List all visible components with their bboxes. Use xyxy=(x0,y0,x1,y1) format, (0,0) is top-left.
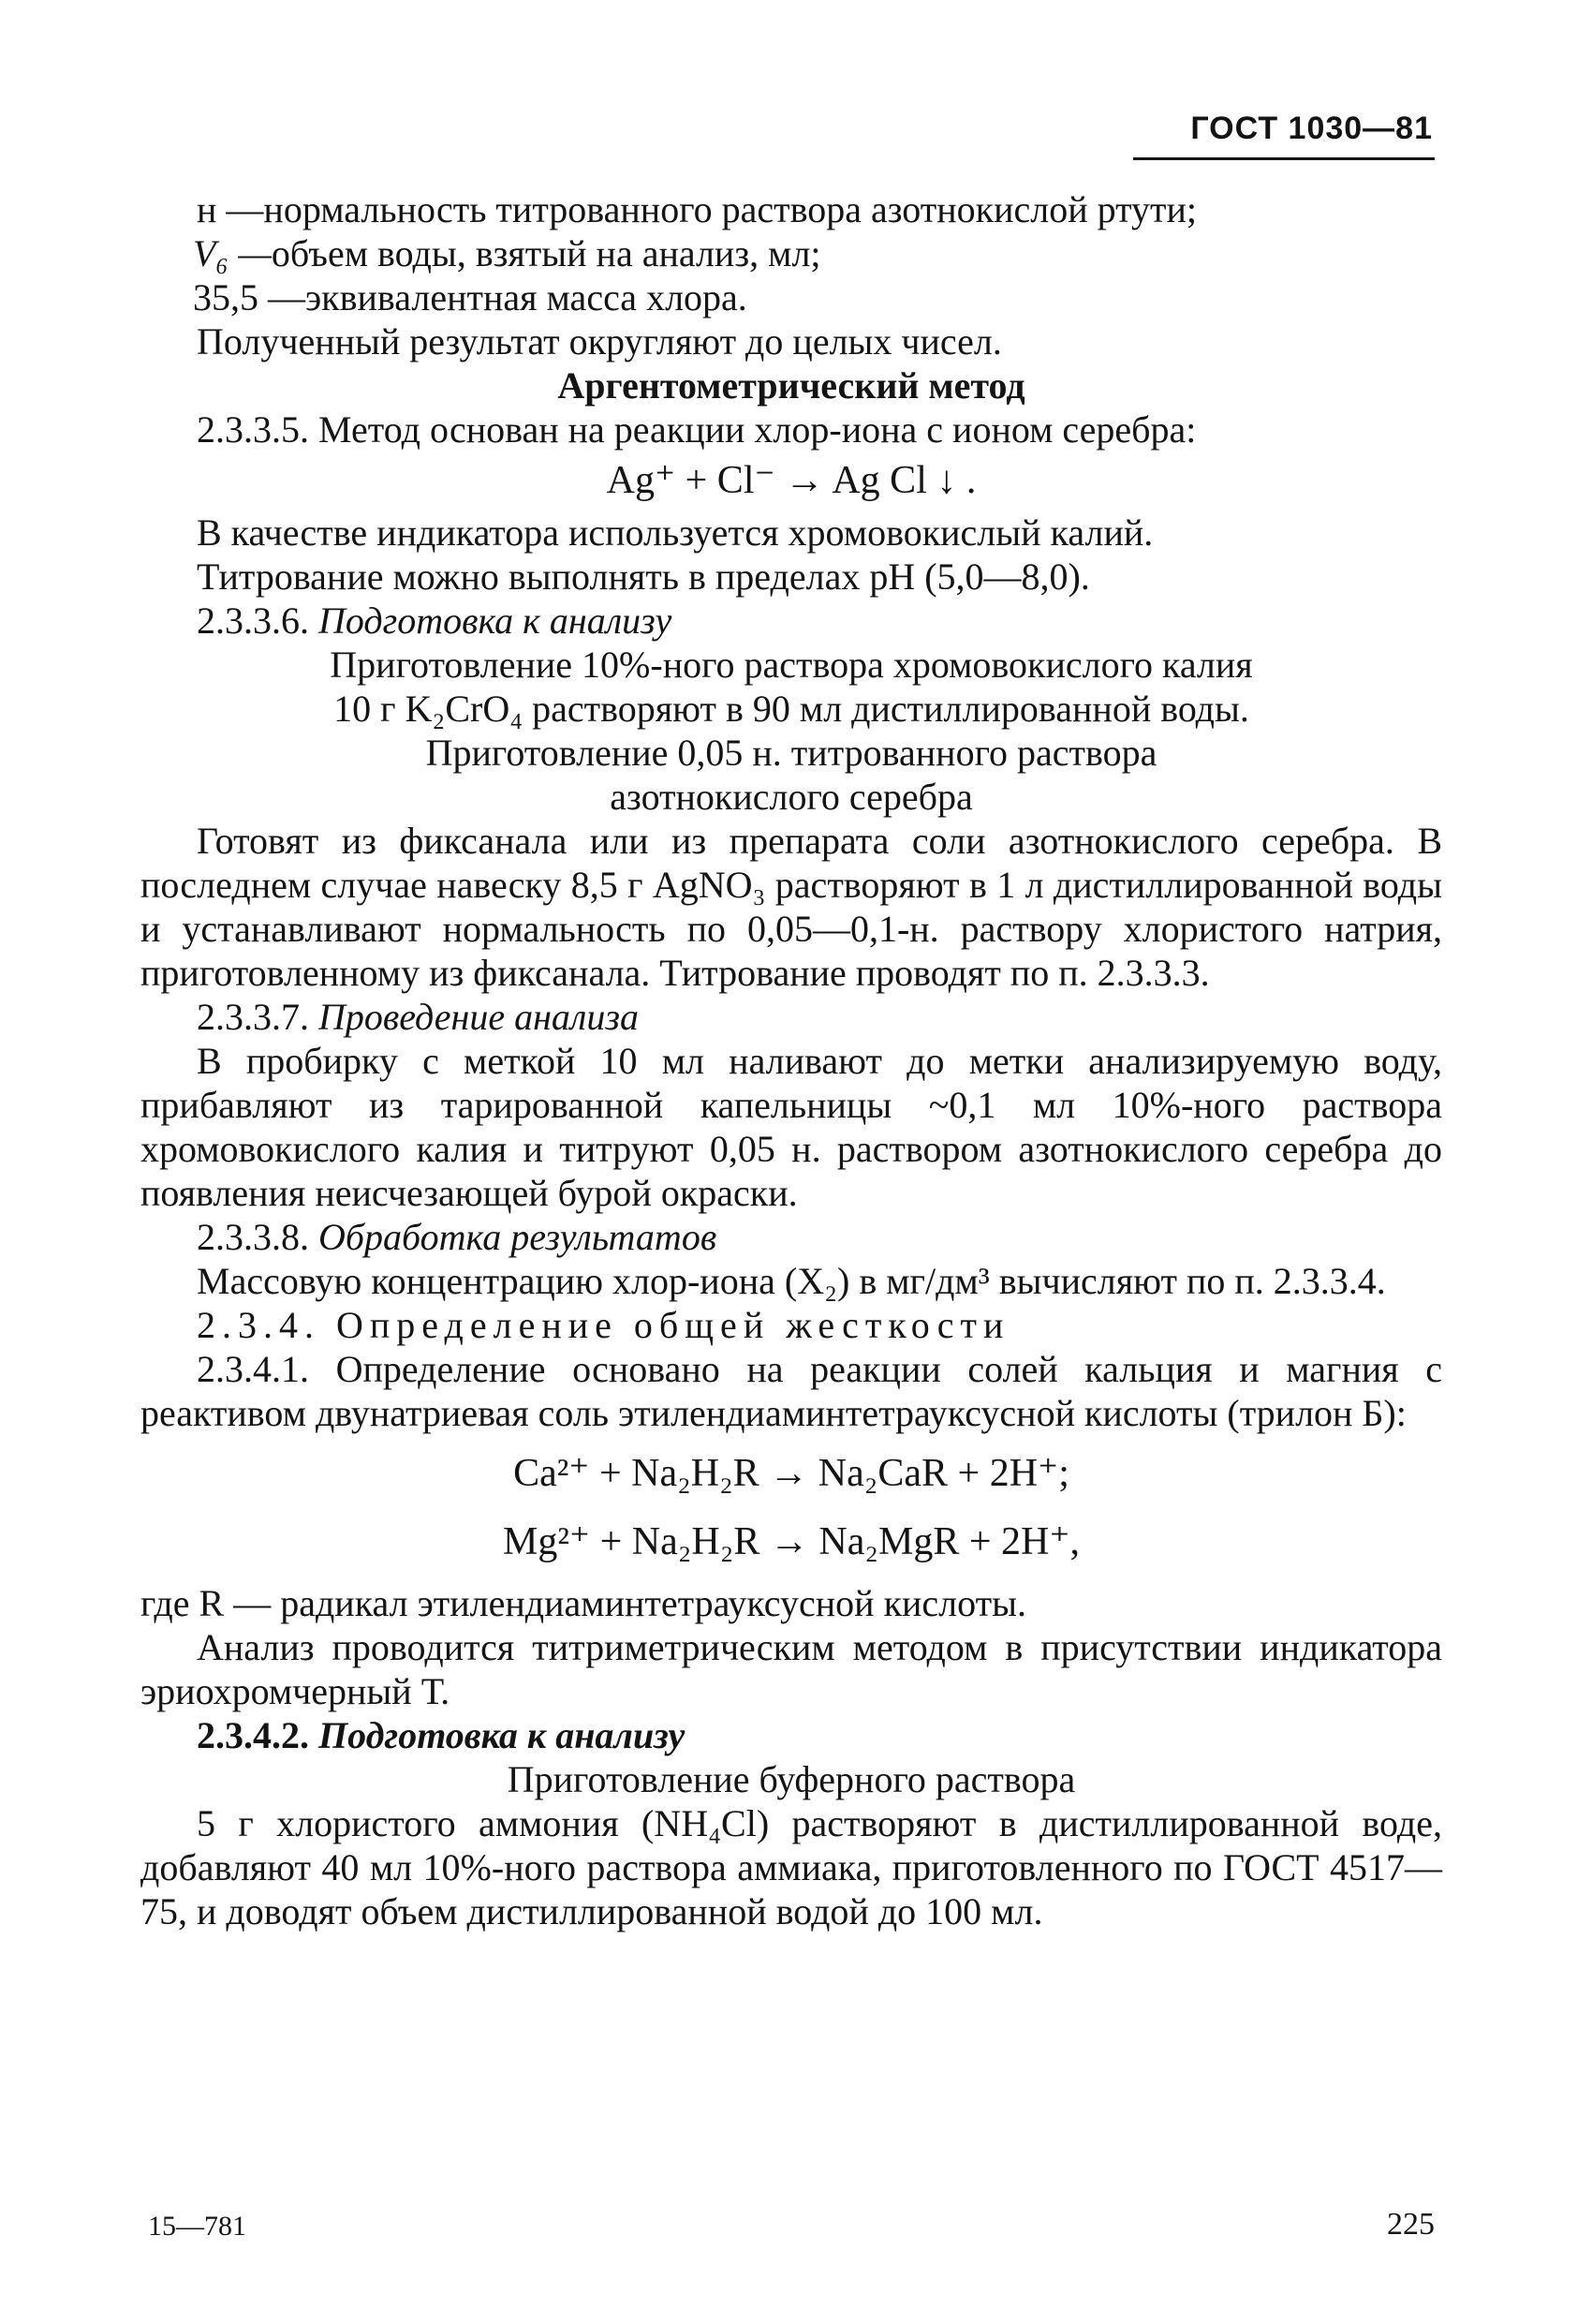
subsection-2-3-3-6 xyxy=(140,599,1442,643)
page-body xyxy=(140,187,1442,1933)
paragraph-2-3-4-1: 2.3.4.1. Определение основано на реакции солей кальция и магния с реактивом двунатриевая соль этилендиаминтетрауксусной кислоты (трилон Б): xyxy=(140,1348,1442,1434)
definition-item xyxy=(140,187,1442,231)
definition-text: объем воды, взятый на анализ, мл; xyxy=(271,232,821,274)
heading-buffer-preparation: Приготовление буферного раствора xyxy=(507,1758,1076,1800)
paragraph-k2cro4: 10 г K₂CrO₄ растворяют в 90 мл дистиллированной воды. xyxy=(333,688,1249,730)
page-number: 225 xyxy=(1387,2207,1435,2242)
subsection-2-3-4-2 xyxy=(140,1713,1442,1757)
definition-term: 35,5 — xyxy=(193,276,305,318)
definition-term: н — xyxy=(197,188,264,230)
paragraph-agno3: Готовят из фиксанала или из препарата соли азотнокислого серебра. В последнем случае навеску 8,5 г AgNO₃ растворяют в 1 л дистиллированной воды и устанавливают нормальность по 0,05—0,1-н. раствору хлористого натрия, приготовленному из фиксанала. Титрование проводят по п. 2.3.3.3. xyxy=(140,820,1442,994)
subsection-2-3-3-7 xyxy=(140,995,1442,1039)
equation-magnesium: Mg²⁺ + Na₂H₂R → Na₂MgR + 2H⁺, xyxy=(502,1520,1081,1563)
definition-item xyxy=(140,275,1442,319)
document-id-header: ГОСТ 1030—81 xyxy=(1190,111,1433,146)
equation-silver-chloride: Ag⁺ + Cl⁻ → Ag Cl ↓ . xyxy=(606,459,977,502)
header-rule xyxy=(1133,157,1435,160)
subsection-2-3-3-8 xyxy=(140,1215,1442,1259)
definition-text: нормальность титрованного раствора азотнокислой ртути; xyxy=(263,188,1198,230)
paragraph-2-3-3-8: Массовую концентрацию хлор-иона (X₂) в мг/дм³ вычисляют по п. 2.3.3.4. xyxy=(197,1260,1386,1302)
paragraph-buffer: 5 г хлористого аммония (NH₄Cl) растворяют в дистиллированной воде, добавляют 40 мл 10%-ного раствора аммиака, приготовленного по ГОСТ 4517—75, и доводят объем дистиллированной водой до 100 мл. xyxy=(140,1802,1442,1932)
equation-calcium: Ca²⁺ + Na₂H₂R → Na₂CaR + 2H⁺; xyxy=(513,1452,1069,1495)
paragraph-2-3-3-5: 2.3.3.5. Метод основан на реакции хлор-иона с ионом серебра: xyxy=(197,408,1197,451)
paragraph-analysis-method: Анализ проводится титриметрическим методом в присутствии индикатора эриохромчерный Т. xyxy=(140,1626,1442,1712)
heading-k2cro4-preparation: Приготовление 10%-ного раствора хромовокислого калия xyxy=(330,644,1253,686)
subsection-title: Обработка результатов xyxy=(318,1216,717,1258)
definition-text: эквивалентная масса хлора. xyxy=(305,276,747,318)
paragraph-2-3-3-7: В пробирку с меткой 10 мл наливают до метки анализируемую воду, прибавляют из тарированной капельницы ~0,1 мл 10%-ного раствора хромовокислого калия и титруют 0,05 н. раствором азотнокислого серебра до появления неисчезающей бурой окраски. xyxy=(140,1040,1442,1214)
definition-term: V₆ — xyxy=(193,232,272,274)
footer-print-code: 15—781 xyxy=(148,2211,246,2242)
paragraph-where-r: где R — радикал этилендиаминтетрауксусной кислоты. xyxy=(140,1582,1026,1624)
subsection-number: 2.3.3.7. xyxy=(197,996,309,1038)
subsection-title: Подготовка к анализу xyxy=(318,600,672,642)
definition-item xyxy=(140,231,1442,275)
section-heading-argentometric: Аргентометрический метод xyxy=(557,364,1025,407)
paragraph-rounding: Полученный результат округляют до целых чисел. xyxy=(197,320,1002,363)
subsection-title: Подготовка к анализу xyxy=(318,1714,685,1756)
paragraph-indicator: В качестве индикатора используется хромовокислый калий. xyxy=(197,511,1154,554)
heading-agno3-preparation-line2: азотнокислого серебра xyxy=(610,776,973,818)
heading-agno3-preparation-line1: Приготовление 0,05 н. титрованного раствора xyxy=(425,732,1157,774)
subsection-number: 2.3.4.2. xyxy=(197,1714,309,1756)
subsection-title: Проведение анализа xyxy=(318,996,639,1038)
subsection-number: 2.3.3.8. xyxy=(197,1216,309,1258)
paragraph-ph-range: Титрование можно выполнять в пределах pH (5,0—8,0). xyxy=(197,555,1090,598)
subsection-number: 2.3.3.6. xyxy=(197,600,309,642)
section-heading-2-3-4: 2.3.4. Определение общей жесткости xyxy=(197,1304,1010,1346)
